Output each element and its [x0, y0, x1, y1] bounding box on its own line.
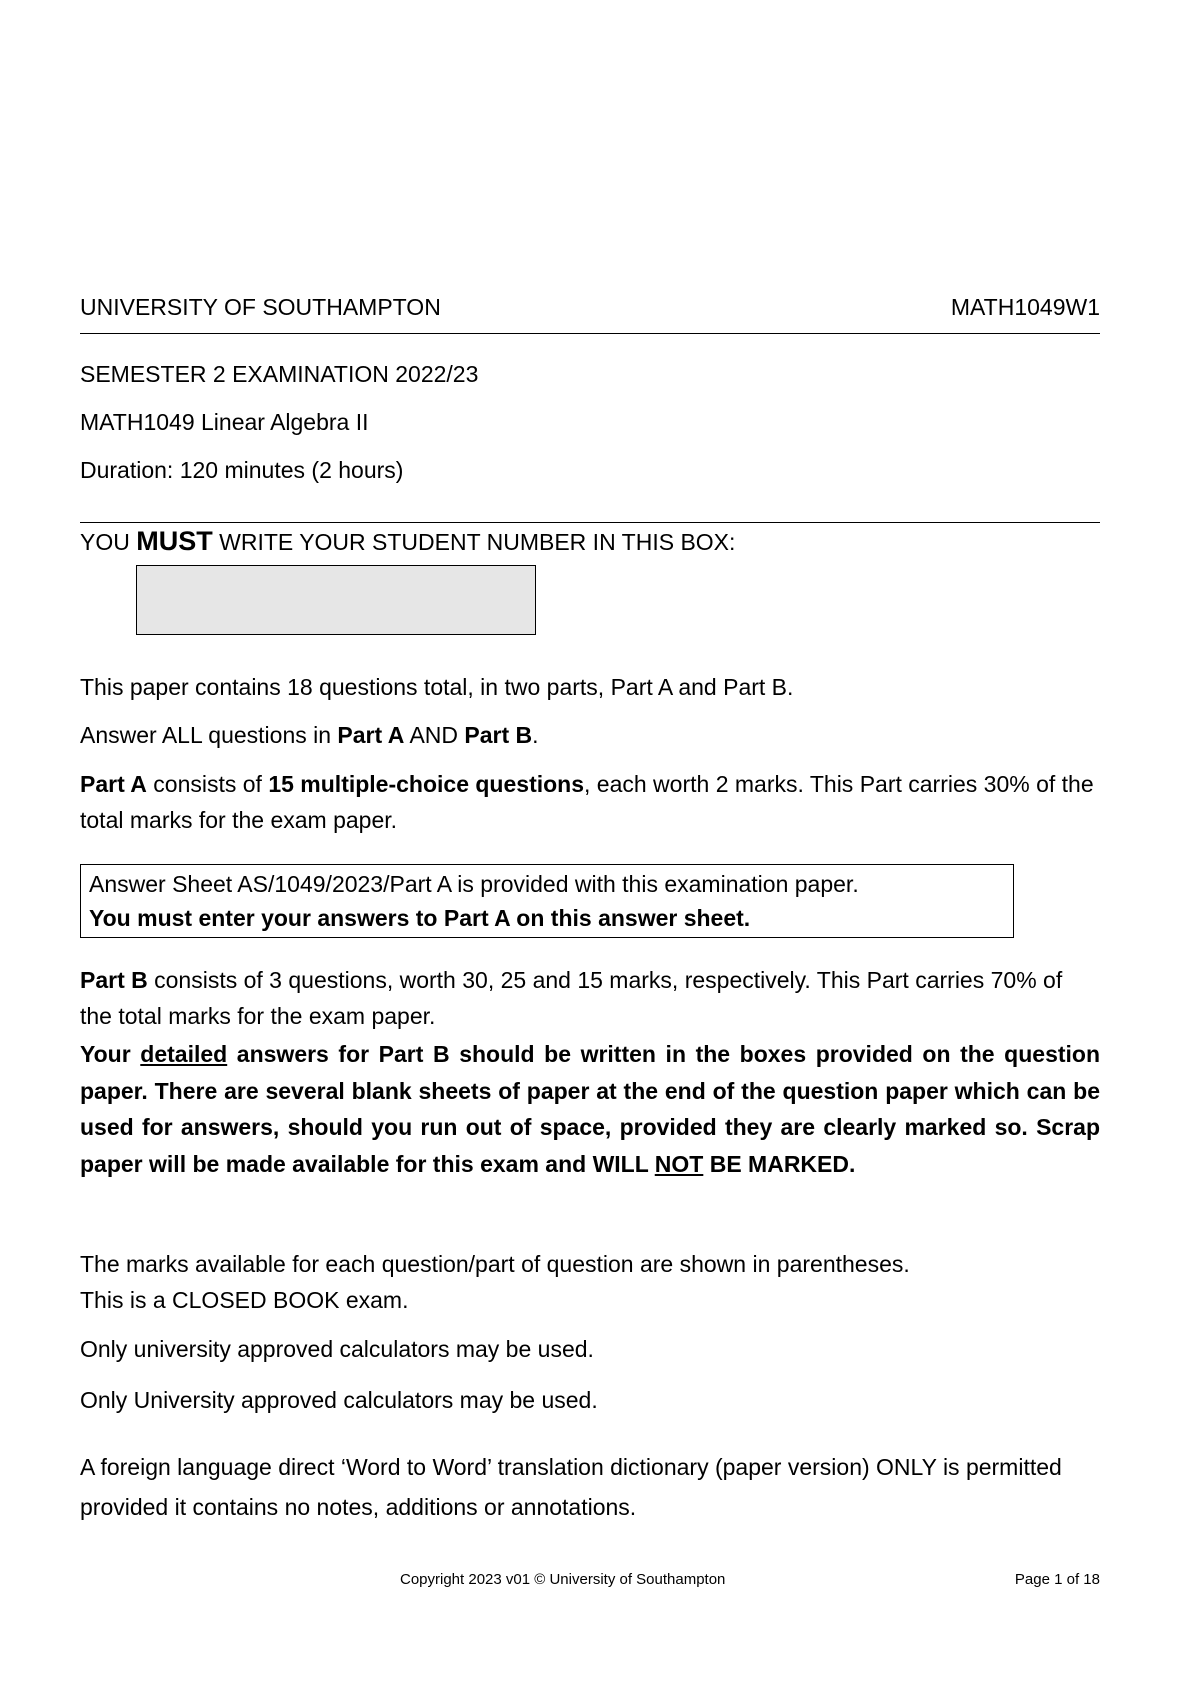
- page-header: [80, 292, 1100, 322]
- answer-sheet-line1: Answer Sheet AS/1049/2023/Part A is provided with this examination paper.: [89, 871, 859, 897]
- bold-your: Your: [80, 1041, 131, 1067]
- bold-mid: answers for Part B should be written in the boxes provided on the question paper. There are several blank sheets of paper at the end of the question paper which can be used for answers, should you run out of space, provided they are clearly marked so. Scrap paper will be made available for this exam and WILL: [80, 1041, 1101, 1177]
- part-a-label: Part A: [80, 771, 147, 797]
- footer-copyright: Copyright 2023 v01 © University of Southampton: [400, 1571, 726, 1588]
- duration-line: Duration: 120 minutes (2 hours): [80, 457, 404, 483]
- student-number-box[interactable]: [136, 565, 536, 635]
- header-rule: [80, 333, 1100, 334]
- answer-all-part-b: Part B: [464, 722, 533, 748]
- student-number-instruction: [80, 523, 1100, 560]
- part-a-description: [80, 766, 1100, 838]
- closed-book-line: This is a CLOSED BOOK exam.: [80, 1287, 409, 1313]
- student-suffix: WRITE YOUR STUDENT NUMBER IN THIS BOX:: [219, 529, 736, 555]
- footer-page-number: Page 1 of 18: [1014, 1571, 1100, 1588]
- answer-all-period: .: [532, 722, 539, 748]
- module-code: MATH1049W1: [950, 294, 1100, 320]
- part-a-mcq: 15 multiple-choice questions: [268, 771, 585, 797]
- answer-all-part-a: Part A: [337, 722, 405, 748]
- answer-sheet-box: [80, 864, 1014, 938]
- dictionary-paragraph: A foreign language direct ‘Word to Word’ translation dictionary (paper version) ONLY is permitted provided it contains no notes, additions or annotations.: [80, 1454, 1062, 1520]
- answer-sheet-line2: You must enter your answers to Part A on this answer sheet.: [89, 905, 751, 931]
- part-b-label: Part B: [80, 967, 148, 993]
- university-name: UNIVERSITY OF SOUTHAMPTON: [80, 294, 441, 320]
- calculators-line-2: Only University approved calculators may be used.: [80, 1387, 598, 1413]
- part-b-text: consists of 3 questions, worth 30, 25 and 15 marks, respectively. This Part carries 70% of the total marks for the exam paper.: [80, 967, 1063, 1029]
- module-title: MATH1049 Linear Algebra II: [80, 409, 369, 435]
- part-a-text-2: , each worth 2 marks. This Part carries 30% of the total marks for the exam paper.: [80, 771, 1094, 833]
- part-b-answer-instructions: [80, 1036, 1100, 1182]
- bold-not: NOT: [654, 1150, 704, 1177]
- marks-available-line: The marks available for each question/part of question are shown in parentheses.: [80, 1251, 910, 1277]
- semester-line: SEMESTER 2 EXAMINATION 2022/23: [80, 361, 479, 387]
- part-a-text-1: consists of: [153, 771, 262, 797]
- must-emphasis: MUST: [136, 526, 213, 556]
- contains-line: This paper contains 18 questions total, in two parts, Part A and Part B.: [80, 674, 794, 700]
- calculators-line-1: Only university approved calculators may be used.: [80, 1336, 594, 1362]
- answer-all-and: AND: [409, 722, 458, 748]
- answer-all-text: Answer ALL questions in: [80, 722, 332, 748]
- bold-detailed: detailed: [140, 1041, 228, 1067]
- part-b-description: [80, 962, 1100, 1034]
- bold-end: BE MARKED.: [709, 1150, 856, 1177]
- student-prefix: YOU: [80, 529, 130, 555]
- answer-all-line: [80, 717, 1100, 753]
